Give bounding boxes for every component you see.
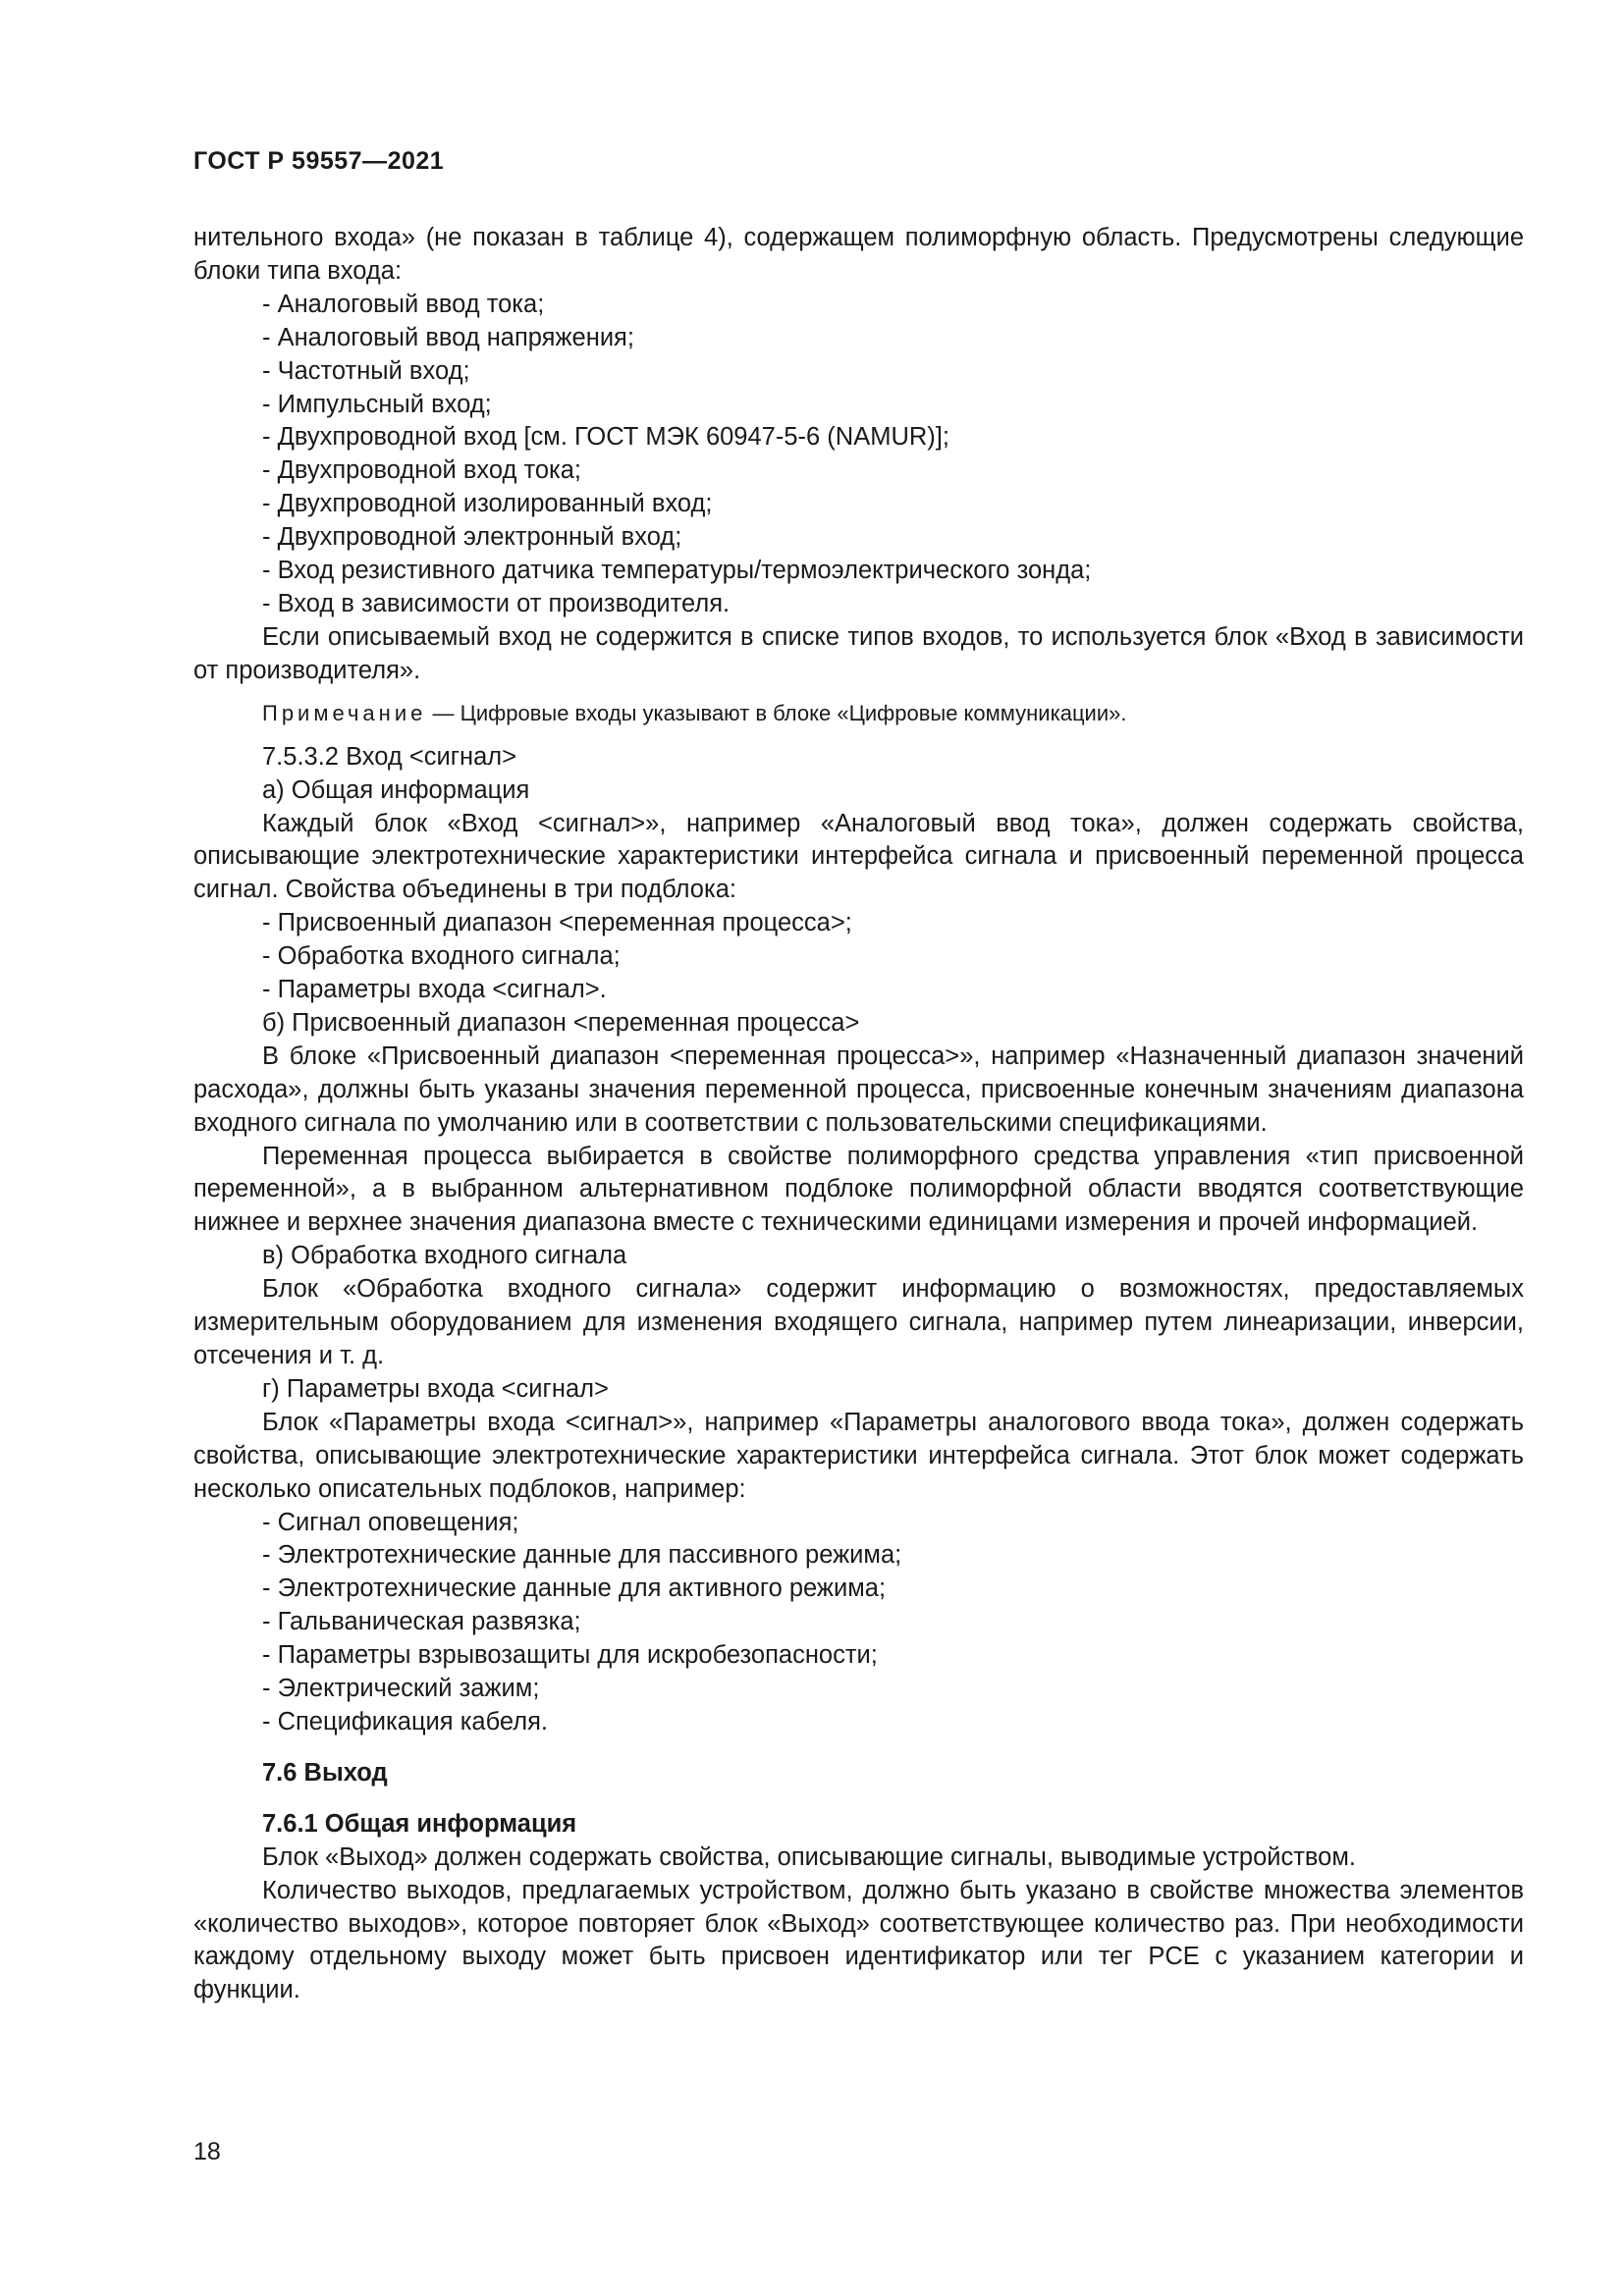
list-item: - Электрический зажим; bbox=[262, 1675, 540, 1703]
subsection-b-paragraph-1: В блоке «Присвоенный диапазон <переменная процесса>», например «Назначенный диапазон значений расхода», должны быть указаны значения переменной процесса, присвоенные конечным значениям диапазона входного сигнала по умолчанию или в соответствии с пользовательскими спецификациями. bbox=[193, 1041, 1524, 1137]
list-item: - Двухпроводной вход тока; bbox=[262, 456, 582, 485]
subsection-d-heading: г) Параметры входа <сигнал> bbox=[262, 1374, 609, 1403]
document-header: ГОСТ Р 59557—2021 bbox=[193, 147, 445, 175]
note-label: Примечание bbox=[262, 700, 427, 725]
subsection-a-heading: а) Общая информация bbox=[262, 775, 530, 804]
list-item: - Параметры взрывозащиты для искробезопасности; bbox=[262, 1641, 878, 1670]
input-types-list bbox=[193, 289, 1524, 621]
subsection-c-paragraph: Блок «Обработка входного сигнала» содержит информацию о возможностях, предоставляемых измерительным оборудованием для изменения входящего сигнала, например путем линеаризации, инверсии, отсечения и т. д. bbox=[193, 1275, 1524, 1369]
list-item: - Обработка входного сигнала; bbox=[262, 942, 621, 971]
list-item: - Сигнал оповещения; bbox=[262, 1508, 519, 1536]
list-item: - Гальваническая развязка; bbox=[262, 1608, 581, 1636]
subsection-d-paragraph: Блок «Параметры входа <сигнал>», например «Параметры аналогового ввода тока», должен содержать свойства, описывающие электротехнические характеристики интерфейса сигнала. Этот блок может содержать несколько описательных подблоков, например: bbox=[193, 1408, 1524, 1503]
list-item: - Параметры входа <сигнал>. bbox=[262, 976, 607, 1004]
descriptive-subblocks-list bbox=[193, 1507, 1524, 1739]
subsection-c-heading: в) Обработка входного сигнала bbox=[262, 1242, 627, 1270]
list-item: - Вход резистивного датчика температуры/термоэлектрического зонда; bbox=[262, 557, 1092, 585]
subsection-b-heading: б) Присвоенный диапазон <переменная процесса> bbox=[262, 1008, 860, 1037]
subsection-a-paragraph: Каждый блок «Вход <сигнал>», например «Аналоговый ввод тока», должен содержать свойства, описывающие электротехнические характеристики интерфейса сигнала и присвоенный переменной процесса сигнал. Свойства объединены в три подблока: bbox=[193, 809, 1524, 904]
section-7-5-3-2-heading: 7.5.3.2 Вход <сигнал> bbox=[262, 742, 517, 771]
list-item: - Аналоговый ввод тока; bbox=[262, 290, 545, 318]
document-body bbox=[193, 222, 1524, 2007]
list-item: - Спецификация кабеля. bbox=[262, 1707, 549, 1735]
list-item: - Частотный вход; bbox=[262, 356, 470, 385]
list-item: - Двухпроводной электронный вход; bbox=[262, 523, 682, 552]
subblocks-list bbox=[193, 907, 1524, 1007]
list-item: - Электротехнические данные для пассивного режима; bbox=[262, 1541, 902, 1570]
fallback-paragraph: Если описываемый вход не содержится в списке типов входов, то используется блок «Вход в зависимости от производителя». bbox=[193, 622, 1524, 684]
list-item: - Импульсный вход; bbox=[262, 390, 492, 418]
section-7-6-1-heading: 7.6.1 Общая информация bbox=[262, 1809, 577, 1838]
list-item: - Аналоговый ввод напряжения; bbox=[262, 323, 634, 351]
page-number: 18 bbox=[193, 2138, 221, 2165]
note-text: — Цифровые входы указывают в блоке «Цифровые коммуникации». bbox=[426, 700, 1127, 725]
list-item: - Присвоенный диапазон <переменная процесса>; bbox=[262, 909, 852, 937]
section-7-6-1-paragraph-1: Блок «Выход» должен содержать свойства, описывающие сигналы, выводимые устройством. bbox=[262, 1842, 1356, 1871]
list-item: - Двухпроводной вход [см. ГОСТ МЭК 60947-5-6 (NAMUR)]; bbox=[262, 423, 949, 452]
list-item: - Двухпроводной изолированный вход; bbox=[262, 490, 713, 518]
note bbox=[193, 699, 1524, 728]
subsection-b-paragraph-2: Переменная процесса выбирается в свойстве полиморфного средства управления «тип присвоенной переменной», а в выбранном альтернативном подблоке полиморфной области вводятся соответствующие нижнее и верхнее значения диапазона вместе с техническими единицами измерения и прочей информацией. bbox=[193, 1142, 1524, 1237]
section-7-6-1-paragraph-2: Количество выходов, предлагаемых устройством, должно быть указано в свойстве множества элементов «количество выходов», которое повторяет блок «Выход» соответствующее количество раз. При необходимости каждому отдельному выходу может быть присвоен идентификатор или тег PCE с указанием категории и функции. bbox=[193, 1876, 1524, 2004]
section-7-6-heading: 7.6 Выход bbox=[262, 1758, 388, 1787]
list-item: - Электротехнические данные для активного режима; bbox=[262, 1575, 887, 1603]
list-item: - Вход в зависимости от производителя. bbox=[262, 589, 731, 617]
intro-paragraph: нительного входа» (не показан в таблице 4), содержащем полиморфную область. Предусмотрены следующие блоки типа входа: bbox=[193, 224, 1524, 285]
